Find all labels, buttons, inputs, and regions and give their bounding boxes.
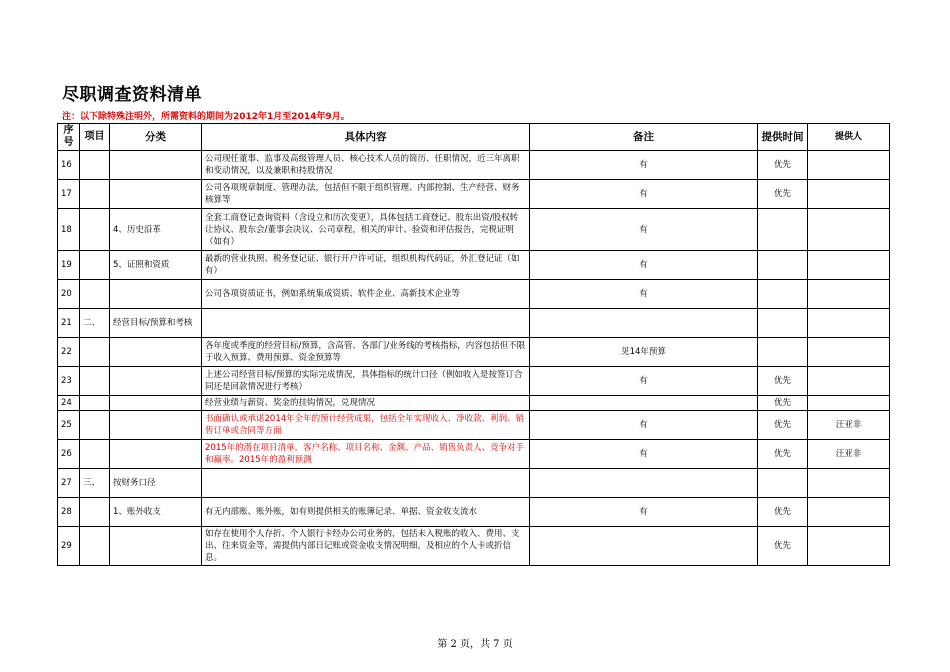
row-category <box>110 440 202 469</box>
row-provider <box>808 251 890 280</box>
row-provider <box>808 469 890 498</box>
row-remark: 有 <box>530 280 758 309</box>
row-provider <box>808 338 890 367</box>
row-category: 5、证照和资质 <box>110 251 202 280</box>
col-header-content: 具体内容 <box>202 124 530 151</box>
row-item: 三、 <box>80 469 110 498</box>
row-remark: 有 <box>530 440 758 469</box>
row-remark: 有 <box>530 151 758 180</box>
page-footer: 第 2 页，共 7 页 <box>437 639 513 650</box>
row-provider <box>808 309 890 338</box>
row-item <box>80 411 110 440</box>
row-time: 优先 <box>758 396 808 411</box>
row-content: 公司各项资质证书，例如系统集成资质、软件企业、高新技术企业等 <box>202 280 530 309</box>
row-remark <box>530 527 758 566</box>
row-content: 如存在使用个人存折、个人银行卡经办公司业务的，包括未入税账的收入、费用、支出、往来资金等，需提供内部日记账或资金收支情况明细，及相应的个人卡或折信息。 <box>202 527 530 566</box>
row-item <box>80 396 110 411</box>
row-content: 2015年的潜在项目清单，客户名称、项目名称、金额、产品、销售负责人、竞争对手和赢率。2015年的盈利预测 <box>202 440 530 469</box>
row-remark: 有 <box>530 251 758 280</box>
row-remark <box>530 396 758 411</box>
col-header-provider: 提供人 <box>808 124 890 151</box>
row-category <box>110 411 202 440</box>
row-no: 24 <box>58 396 80 411</box>
table-row <box>58 440 890 469</box>
row-no: 27 <box>58 469 80 498</box>
row-category: 按财务口径 <box>110 469 202 498</box>
table-row <box>58 469 890 498</box>
row-item <box>80 527 110 566</box>
row-time: 优先 <box>758 527 808 566</box>
row-remark: 有 <box>530 367 758 396</box>
row-time: 优先 <box>758 151 808 180</box>
row-content <box>202 309 530 338</box>
row-provider <box>808 151 890 180</box>
row-content: 书面确认或承诺2014年全年的预计经营成果，包括全年实现收入、净收款、利润、销售订单或合同等方面 <box>202 411 530 440</box>
row-content: 公司各项规章制度、管理办法，包括但不限于组织管理、内部控制、生产经营、财务核算等 <box>202 180 530 209</box>
row-no: 16 <box>58 151 80 180</box>
row-content: 上述公司经营目标/预算的实际完成情况，具体指标的统计口径（例如收入是按签订合同还是回款情况进行考核） <box>202 367 530 396</box>
row-time <box>758 209 808 251</box>
table-body <box>58 151 890 566</box>
table-row <box>58 209 890 251</box>
row-provider <box>808 180 890 209</box>
header-row <box>58 124 890 151</box>
row-provider <box>808 367 890 396</box>
table-row <box>58 251 890 280</box>
row-provider <box>808 280 890 309</box>
row-provider <box>808 527 890 566</box>
table-row <box>58 309 890 338</box>
row-content <box>202 469 530 498</box>
table-row <box>58 367 890 396</box>
row-no: 21 <box>58 309 80 338</box>
row-no: 17 <box>58 180 80 209</box>
row-time: 优先 <box>758 498 808 527</box>
row-content: 最新的营业执照、税务登记证、银行开户许可证，组织机构代码证，外汇登记证（如有） <box>202 251 530 280</box>
row-remark: 有 <box>530 180 758 209</box>
row-time: 优先 <box>758 367 808 396</box>
row-no: 25 <box>58 411 80 440</box>
row-item <box>80 251 110 280</box>
period-note: 注：以下除特殊注明外，所需资料的期间为2012年1月至2014年9月。 <box>62 112 350 122</box>
row-content: 经营业绩与薪资、奖金的挂钩情况，兑现情况 <box>202 396 530 411</box>
row-remark: 见14年预算 <box>530 338 758 367</box>
table-row <box>58 411 890 440</box>
row-category <box>110 180 202 209</box>
row-provider <box>808 396 890 411</box>
page-title: 尽职调查资料清单 <box>62 85 202 105</box>
row-no: 26 <box>58 440 80 469</box>
row-remark <box>530 469 758 498</box>
row-provider: 汪亚非 <box>808 440 890 469</box>
row-no: 19 <box>58 251 80 280</box>
row-provider <box>808 209 890 251</box>
row-provider <box>808 498 890 527</box>
row-item <box>80 498 110 527</box>
row-time: 优先 <box>758 180 808 209</box>
row-category <box>110 338 202 367</box>
row-category <box>110 396 202 411</box>
row-time <box>758 338 808 367</box>
table-row <box>58 498 890 527</box>
checklist-table <box>57 123 890 566</box>
table-row <box>58 180 890 209</box>
row-item: 二、 <box>80 309 110 338</box>
row-category <box>110 151 202 180</box>
col-header-category: 分类 <box>110 124 202 151</box>
row-provider: 汪亚非 <box>808 411 890 440</box>
table-row <box>58 527 890 566</box>
row-no: 28 <box>58 498 80 527</box>
row-category: 1、账外收支 <box>110 498 202 527</box>
row-time <box>758 251 808 280</box>
row-item <box>80 440 110 469</box>
row-content: 有无内部账、账外账，如有则提供相关的账簿记录、单据、资金收支流水 <box>202 498 530 527</box>
row-no: 23 <box>58 367 80 396</box>
table-row <box>58 280 890 309</box>
row-remark: 有 <box>530 209 758 251</box>
row-time <box>758 469 808 498</box>
row-item <box>80 367 110 396</box>
row-time <box>758 309 808 338</box>
row-content: 公司现任董事、监事及高级管理人员、核心技术人员的简历、任职情况，近三年离职和变动情况，以及兼职和持股情况 <box>202 151 530 180</box>
row-item <box>80 151 110 180</box>
col-header-item: 项目 <box>80 124 110 151</box>
row-no: 22 <box>58 338 80 367</box>
row-no: 18 <box>58 209 80 251</box>
col-header-time: 提供时间 <box>758 124 808 151</box>
row-time: 优先 <box>758 411 808 440</box>
row-time <box>758 280 808 309</box>
row-category: 4、历史沿革 <box>110 209 202 251</box>
row-category <box>110 367 202 396</box>
table-row <box>58 151 890 180</box>
row-content: 各年度或季度的经营目标/预算，含高管、各部门/业务线的考核指标，内容包括但不限于收入预算、费用预算、资金预算等 <box>202 338 530 367</box>
row-remark: 有 <box>530 498 758 527</box>
row-no: 29 <box>58 527 80 566</box>
row-remark <box>530 309 758 338</box>
row-category <box>110 280 202 309</box>
row-time: 优先 <box>758 440 808 469</box>
row-item <box>80 180 110 209</box>
row-content: 全套工商登记查询资料（含设立和历次变更），具体包括工商登记、股东出资/股权转让协议、股东会/董事会决议、公司章程，相关的审计、验资和评估报告，完税证明（如有） <box>202 209 530 251</box>
row-item <box>80 209 110 251</box>
col-header-remark: 备注 <box>530 124 758 151</box>
row-item <box>80 280 110 309</box>
row-remark: 有 <box>530 411 758 440</box>
col-header-no: 序号 <box>58 124 80 151</box>
table-row <box>58 338 890 367</box>
row-category <box>110 527 202 566</box>
row-no: 20 <box>58 280 80 309</box>
row-item <box>80 338 110 367</box>
table-row <box>58 396 890 411</box>
row-category: 经营目标/预算和考核 <box>110 309 202 338</box>
